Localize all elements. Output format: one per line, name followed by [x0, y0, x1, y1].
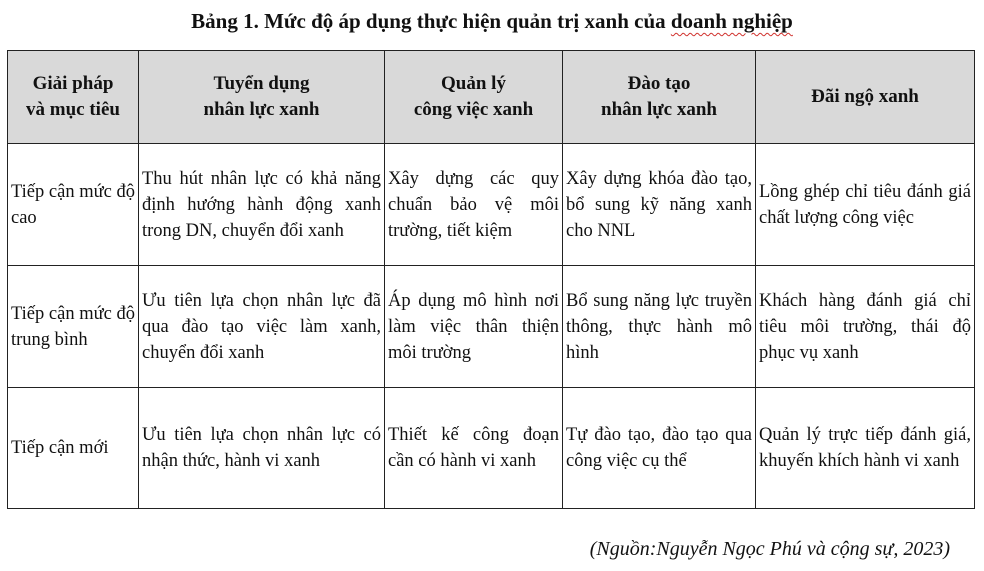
row-label-cell: Tiếp cận mức độ trung bình [8, 266, 139, 388]
table-cell: Thu hút nhân lực có khả năng định hướng hành động xanh trong DN, chuyển đổi xanh [139, 144, 385, 266]
table-cell: Lồng ghép chỉ tiêu đánh giá chất lượng công việc [756, 144, 975, 266]
table-cell: Tự đào tạo, đào tạo qua công việc cụ thể [563, 388, 756, 509]
table-cell: Quản lý trực tiếp đánh giá, khuyến khích hành vi xanh [756, 388, 975, 509]
header-green-work-management: Quản lý công việc xanh [385, 51, 563, 144]
header-green-recruitment: Tuyển dụng nhân lực xanh [139, 51, 385, 144]
source-citation: (Nguồn:Nguyễn Ngọc Phú và cộng sự, 2023) [589, 538, 950, 560]
table-cell: Thiết kế công đoạn cần có hành vi xanh [385, 388, 563, 509]
table-cell: Xây dựng các quy chuẩn bảo vệ môi trường, tiết kiệm [385, 144, 563, 266]
table-title [0, 6, 984, 36]
table-cell: Xây dựng khóa đào tạo, bổ sung kỹ năng xanh cho NNL [563, 144, 756, 266]
green-management-table [7, 50, 975, 509]
header-solution-goal: Giải pháp và mục tiêu [8, 51, 139, 144]
table-row [8, 144, 975, 266]
header-green-training: Đào tạo nhân lực xanh [563, 51, 756, 144]
row-label-cell: Tiếp cận mới [8, 388, 139, 509]
row-label-cell: Tiếp cận mức độ cao [8, 144, 139, 266]
table-cell: Ưu tiên lựa chọn nhân lực có nhận thức, hành vi xanh [139, 388, 385, 509]
table-cell: Bổ sung năng lực truyền thông, thực hành mô hình [563, 266, 756, 388]
table-cell: Áp dụng mô hình nơi làm việc thân thiện môi trường [385, 266, 563, 388]
header-row [8, 51, 975, 144]
header-green-compensation: Đãi ngộ xanh [756, 51, 975, 144]
table-row [8, 266, 975, 388]
table-cell: Khách hàng đánh giá chỉ tiêu môi trường, thái độ phục vụ xanh [756, 266, 975, 388]
table-title-text: Bảng 1. Mức độ áp dụng thực hiện quản trị xanh của [191, 9, 671, 33]
spellcheck-flagged-word: doanh nghiệp [670, 9, 793, 33]
table-cell: Ưu tiên lựa chọn nhân lực đã qua đào tạo việc làm xanh, chuyển đổi xanh [139, 266, 385, 388]
table-row [8, 388, 975, 509]
